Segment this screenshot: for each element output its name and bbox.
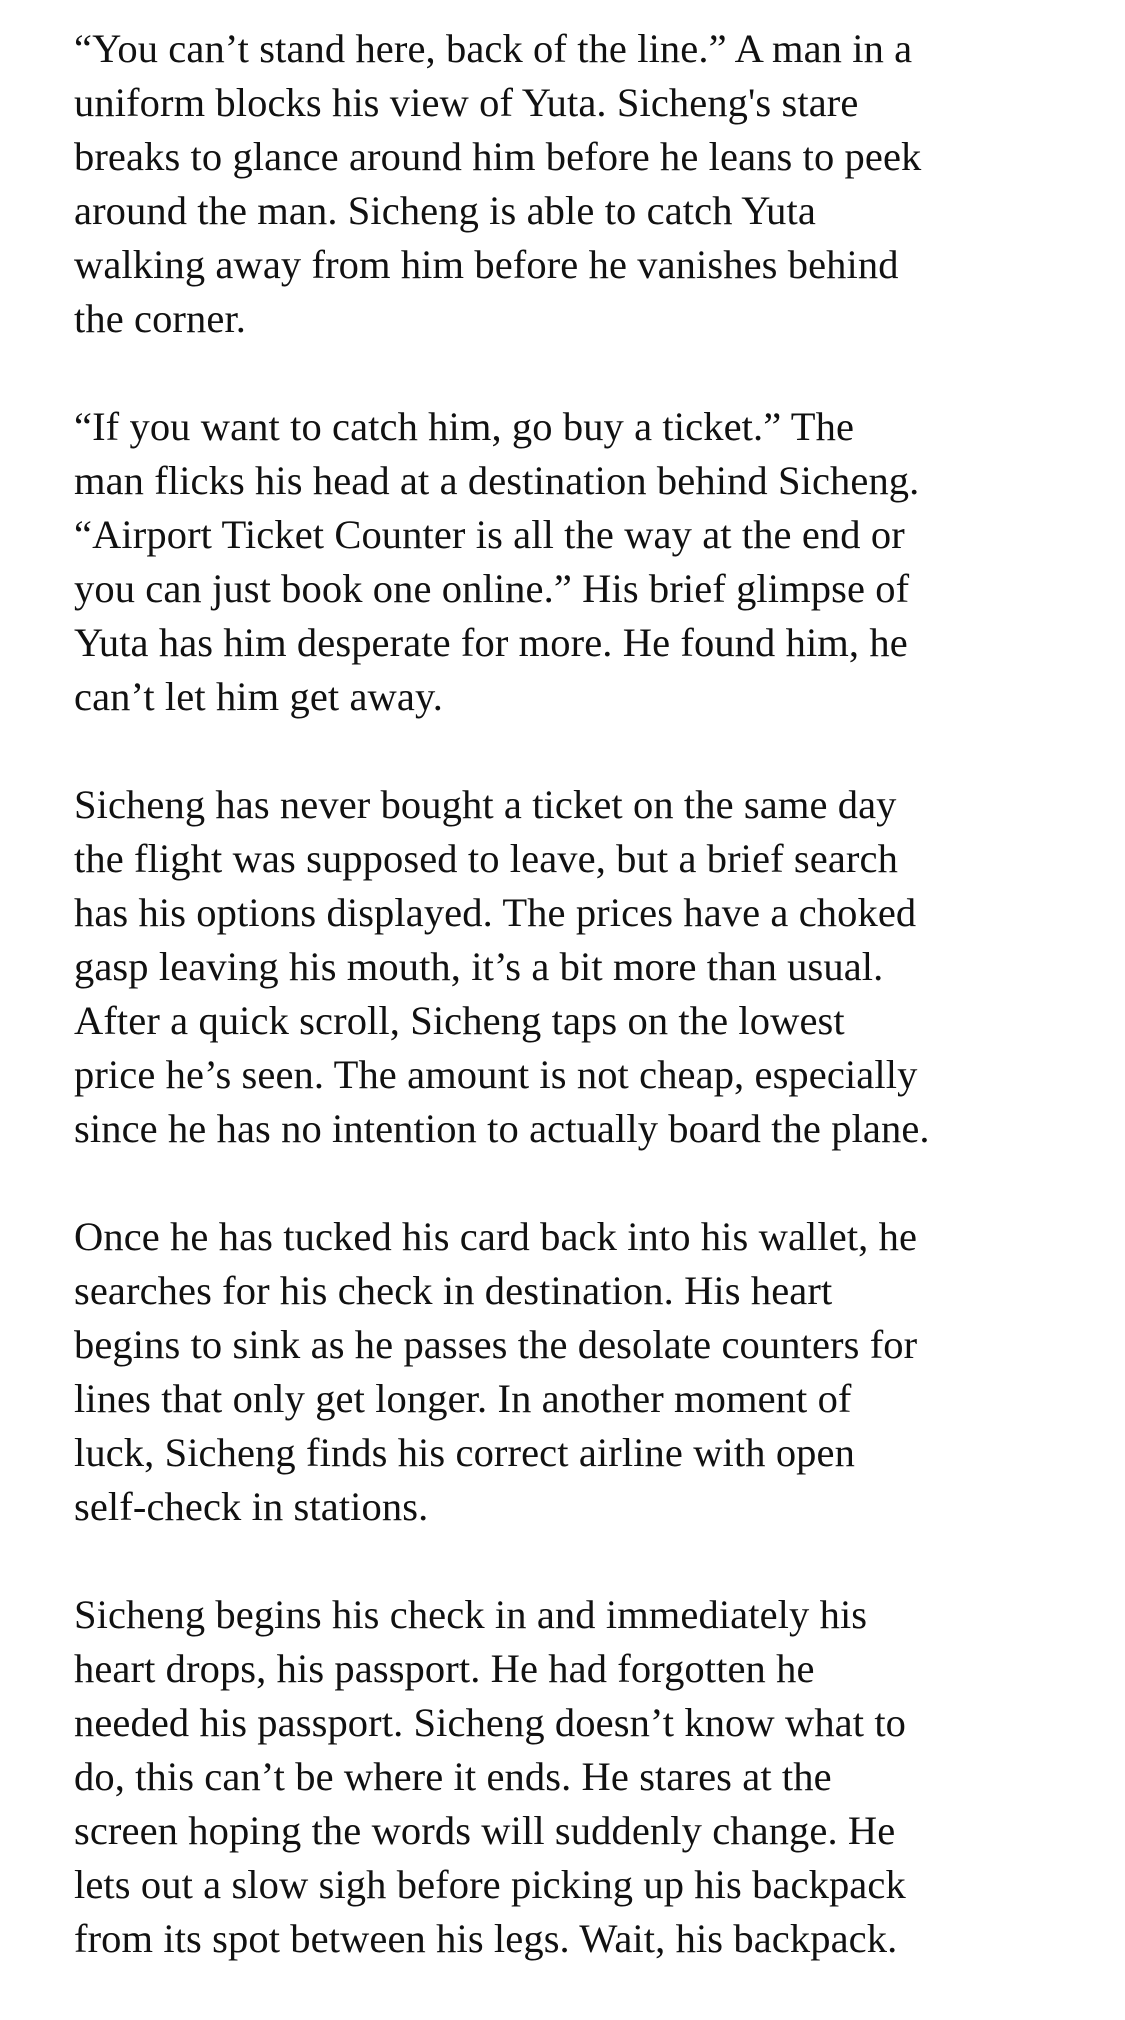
paragraph-2 (74, 400, 1074, 724)
text-line: gasp leaving his mouth, it’s a bit more than usual. (74, 944, 884, 989)
document-page (74, 22, 1074, 2020)
text-line: do, this can’t be where it ends. He stares at the (74, 1754, 832, 1799)
text-line: “If you want to catch him, go buy a ticket.” The (74, 404, 855, 449)
paragraph-5 (74, 1588, 1074, 1966)
text-line: from its spot between his legs. Wait, his backpack. (74, 1916, 898, 1961)
text-line: man flicks his head at a destination behind Sicheng. (74, 458, 920, 503)
text-line: breaks to glance around him before he leans to peek (74, 134, 922, 179)
text-line: price he’s seen. The amount is not cheap, especially (74, 1052, 918, 1097)
text-line: screen hoping the words will suddenly change. He (74, 1808, 896, 1853)
text-line: uniform blocks his view of Yuta. Sicheng's stare (74, 80, 859, 125)
text-line: you can just book one online.” His brief glimpse of (74, 566, 910, 611)
text-line: “Airport Ticket Counter is all the way at the end or (74, 512, 905, 557)
text-line: Sicheng begins his check in and immediately his (74, 1592, 868, 1637)
text-line: “You can’t stand here, back of the line.” A man in a (74, 26, 913, 71)
text-line: walking away from him before he vanishes behind (74, 242, 899, 287)
text-line: heart drops, his passport. He had forgotten he (74, 1646, 815, 1691)
text-line: After a quick scroll, Sicheng taps on the lowest (74, 998, 845, 1043)
text-line: begins to sink as he passes the desolate counters for (74, 1322, 918, 1367)
text-line: the flight was supposed to leave, but a brief search (74, 836, 898, 881)
text-line: can’t let him get away. (74, 674, 443, 719)
text-line: Sicheng has never bought a ticket on the same day (74, 782, 897, 827)
paragraph-1 (74, 22, 1074, 346)
text-line: lets out a slow sigh before picking up his backpack (74, 1862, 906, 1907)
text-line: has his options displayed. The prices have a choked (74, 890, 917, 935)
text-line: self-check in stations. (74, 1484, 429, 1529)
text-line: needed his passport. Sicheng doesn’t know what to (74, 1700, 907, 1745)
text-line: luck, Sicheng finds his correct airline with open (74, 1430, 855, 1475)
text-line: Yuta has him desperate for more. He found him, he (74, 620, 908, 665)
text-line: around the man. Sicheng is able to catch Yuta (74, 188, 816, 233)
text-line: searches for his check in destination. His heart (74, 1268, 833, 1313)
paragraph-3 (74, 778, 1074, 1156)
text-line: since he has no intention to actually board the plane. (74, 1106, 930, 1151)
text-line: lines that only get longer. In another moment of (74, 1376, 852, 1421)
text-line: the corner. (74, 296, 247, 341)
paragraph-4 (74, 1210, 1074, 1534)
text-line: Once he has tucked his card back into his wallet, he (74, 1214, 918, 1259)
